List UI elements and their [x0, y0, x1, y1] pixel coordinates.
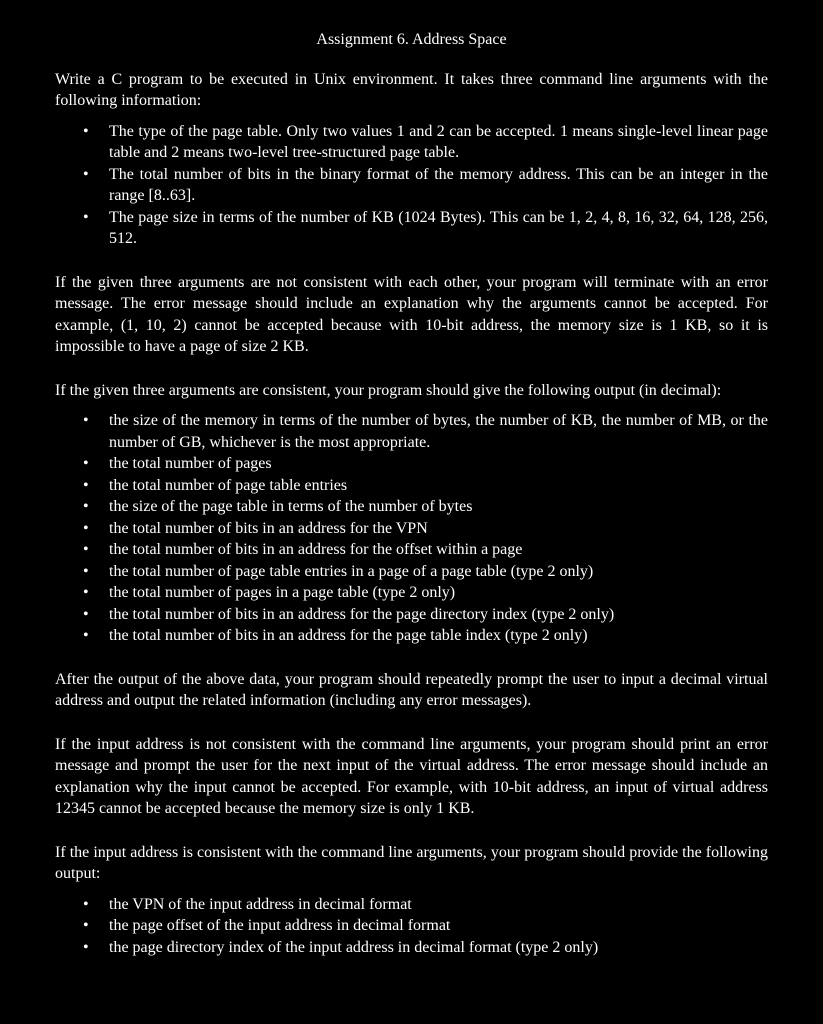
- list-item: • the total number of pages: [109, 453, 768, 475]
- list-item: • the size of the memory in terms of the number of bytes, the number of KB, the number of MB, or the number of GB, whichever is the most appropriate.: [83, 412, 768, 451]
- intro-paragraph: Write a C program to be executed in Unix environment. It takes three command line arguments with the following information:: [55, 70, 768, 109]
- bullet-icon: •: [83, 584, 89, 601]
- bullet-icon: •: [83, 122, 89, 140]
- bullet-icon: •: [83, 938, 89, 956]
- list-item: • the total number of page table entries in a page of a page table (type 2 only): [109, 561, 768, 583]
- list-item: • the total number of bits in an address for the page table index (type 2 only): [109, 625, 768, 647]
- address-outputs-list: [55, 894, 768, 959]
- list-item: • the VPN of the input address in decimal format: [109, 894, 768, 916]
- bullet-icon: •: [83, 519, 89, 537]
- bullet-icon: •: [83, 455, 89, 472]
- inconsistent-args-paragraph: If the given three arguments are not consistent with each other, your program will terminate with an error message. The error message should include an explanation why the arguments cannot be accepted. For example, (1, 10, 2) cannot be accepted because with 10-bit address, the memory size is 1 KB, so it is impossible to have a page of size 2 KB.: [55, 273, 768, 355]
- outputs-list: [55, 410, 768, 647]
- valid-input-paragraph: If the input address is consistent with the command line arguments, your program should provide the following output:: [55, 843, 768, 882]
- list-item: • the size of the page table in terms of the number of bytes: [109, 496, 768, 518]
- bullet-icon: •: [83, 208, 89, 226]
- list-item: • the total number of page table entries: [109, 475, 768, 497]
- bullet-icon: •: [83, 562, 89, 580]
- bullet-icon: •: [83, 541, 89, 558]
- list-item: • The type of the page table. Only two values 1 and 2 can be accepted. 1 means single-level linear page table and 2 means two-level tree-structured page table.: [83, 122, 768, 161]
- invalid-input-paragraph: If the input address is not consistent with the command line arguments, your program should print an error message and prompt the user for the next input of the virtual address. The error message should include an explanation why the input cannot be accepted. For example, with 10-bit address, an input of virtual address 12345 cannot be accepted because the memory size is only 1 KB.: [55, 735, 768, 817]
- bullet-icon: •: [83, 476, 89, 494]
- bullet-icon: •: [83, 165, 89, 183]
- prompt-paragraph: After the output of the above data, your program should repeatedly prompt the user to input a decimal virtual address and output the related information (including any error messages).: [55, 670, 768, 709]
- list-item: • The page size in terms of the number of KB (1024 Bytes). This can be 1, 2, 4, 8, 16, 32, 64, 128, 256, 512.: [83, 208, 768, 247]
- bullet-icon: •: [83, 412, 89, 429]
- consistent-args-paragraph: If the given three arguments are consistent, your program should give the following output (in decimal):: [55, 381, 722, 399]
- bullet-icon: •: [83, 895, 89, 913]
- bullet-icon: •: [83, 917, 89, 934]
- list-item: • the page offset of the input address in decimal format: [109, 915, 768, 937]
- list-item: • the total number of pages in a page table (type 2 only): [109, 582, 768, 604]
- list-item: • the page directory index of the input address in decimal format (type 2 only): [109, 937, 768, 959]
- list-item: • The total number of bits in the binary format of the memory address. This can be an integer in the range [8..63].: [83, 165, 768, 204]
- list-item: • the total number of bits in an address for the offset within a page: [109, 539, 768, 561]
- bullet-icon: •: [83, 498, 89, 515]
- arguments-list: [55, 121, 768, 250]
- bullet-icon: •: [83, 627, 89, 644]
- document-title: Assignment 6. Address Space: [316, 31, 507, 48]
- bullet-icon: •: [83, 605, 89, 623]
- list-item: • the total number of bits in an address for the page directory index (type 2 only): [109, 604, 768, 626]
- list-item: • the total number of bits in an address for the VPN: [109, 518, 768, 540]
